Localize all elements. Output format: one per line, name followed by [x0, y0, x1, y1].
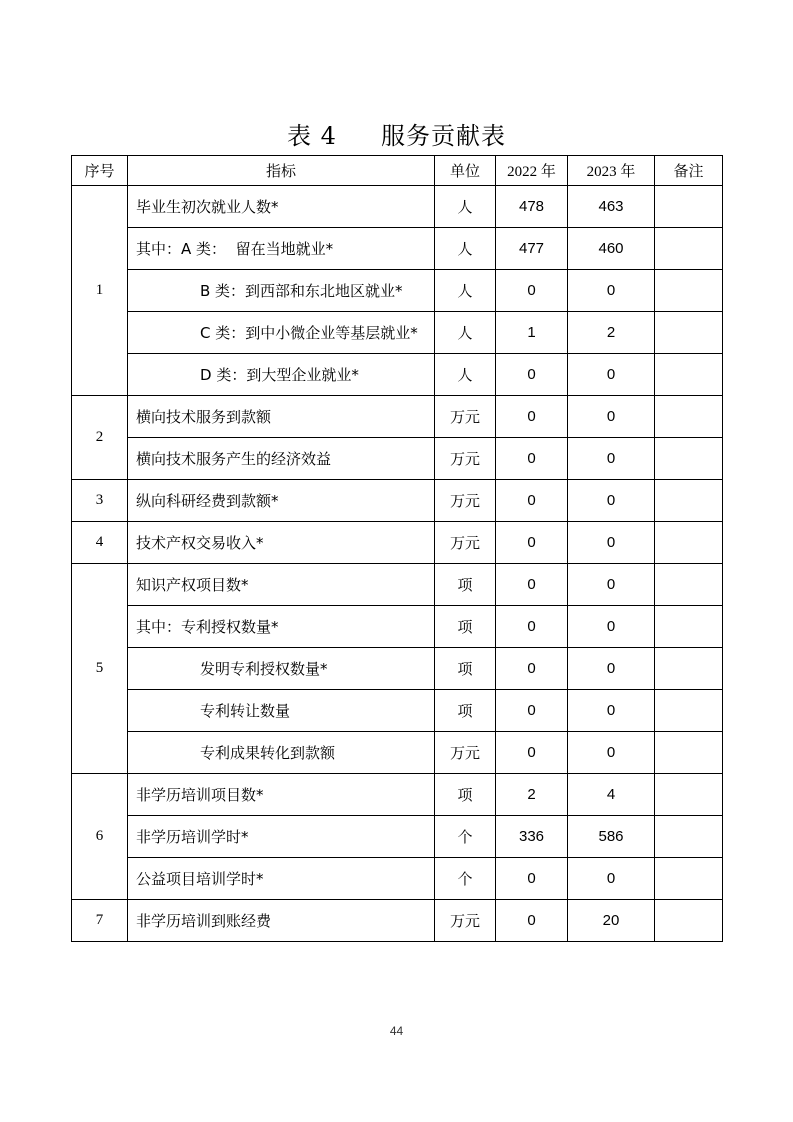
- note-cell: [655, 270, 723, 312]
- table-title-name: 服务贡献表: [380, 122, 506, 150]
- value-2022-cell: 0: [496, 564, 568, 606]
- table-row: [72, 522, 723, 564]
- table-header-row: [72, 156, 723, 186]
- note-cell: [655, 648, 723, 690]
- value-2023-cell: 4: [568, 774, 655, 816]
- value-2023-cell: 0: [568, 606, 655, 648]
- value-2023-cell: 2: [568, 312, 655, 354]
- unit-cell: 万元: [435, 480, 496, 522]
- unit-cell: 个: [435, 816, 496, 858]
- table-row: [72, 816, 723, 858]
- table-row: [72, 648, 723, 690]
- unit-cell: 项: [435, 606, 496, 648]
- indicator-cell: 横向技术服务到款额: [128, 396, 435, 438]
- value-2022-cell: 1: [496, 312, 568, 354]
- note-cell: [655, 354, 723, 396]
- unit-cell: 万元: [435, 900, 496, 942]
- indicator-cell: 横向技术服务产生的经济效益: [128, 438, 435, 480]
- table-row: [72, 228, 723, 270]
- value-2022-cell: 0: [496, 648, 568, 690]
- value-2023-cell: 0: [568, 270, 655, 312]
- header-2023: 2023 年: [568, 156, 655, 186]
- note-cell: [655, 186, 723, 228]
- note-cell: [655, 480, 723, 522]
- value-2022-cell: 477: [496, 228, 568, 270]
- value-2023-cell: 0: [568, 396, 655, 438]
- header-seq: 序号: [72, 156, 128, 186]
- header-unit: 单位: [435, 156, 496, 186]
- seq-cell: 6: [72, 774, 128, 900]
- unit-cell: 人: [435, 354, 496, 396]
- table-row: [72, 606, 723, 648]
- table-title: [0, 116, 793, 151]
- value-2022-cell: 0: [496, 900, 568, 942]
- unit-cell: 万元: [435, 732, 496, 774]
- note-cell: [655, 732, 723, 774]
- indicator-cell: C 类：到中小微企业等基层就业*: [128, 312, 435, 354]
- seq-cell: 5: [72, 564, 128, 774]
- indicator-cell: 技术产权交易收入*: [128, 522, 435, 564]
- value-2023-cell: 586: [568, 816, 655, 858]
- table-row: [72, 774, 723, 816]
- unit-cell: 人: [435, 312, 496, 354]
- indicator-cell: D 类：到大型企业就业*: [128, 354, 435, 396]
- value-2023-cell: 0: [568, 354, 655, 396]
- value-2023-cell: 0: [568, 858, 655, 900]
- indicator-cell: 知识产权项目数*: [128, 564, 435, 606]
- value-2022-cell: 0: [496, 606, 568, 648]
- indicator-cell: 专利转让数量: [128, 690, 435, 732]
- unit-cell: 个: [435, 858, 496, 900]
- value-2022-cell: 0: [496, 354, 568, 396]
- table-row: [72, 690, 723, 732]
- unit-cell: 人: [435, 228, 496, 270]
- value-2022-cell: 0: [496, 732, 568, 774]
- indicator-cell: 发明专利授权数量*: [128, 648, 435, 690]
- value-2022-cell: 0: [496, 858, 568, 900]
- note-cell: [655, 396, 723, 438]
- unit-cell: 人: [435, 186, 496, 228]
- indicator-cell: 非学历培训项目数*: [128, 774, 435, 816]
- table-row: [72, 186, 723, 228]
- indicator-cell: B 类：到西部和东北地区就业*: [128, 270, 435, 312]
- table-row: [72, 564, 723, 606]
- table-title-prefix: 表 4: [287, 122, 337, 150]
- header-note: 备注: [655, 156, 723, 186]
- table-row: [72, 480, 723, 522]
- note-cell: [655, 816, 723, 858]
- indicator-cell: 其中：专利授权数量*: [128, 606, 435, 648]
- unit-cell: 万元: [435, 396, 496, 438]
- value-2022-cell: 478: [496, 186, 568, 228]
- value-2023-cell: 463: [568, 186, 655, 228]
- value-2022-cell: 0: [496, 396, 568, 438]
- indicator-cell: 公益项目培训学时*: [128, 858, 435, 900]
- note-cell: [655, 858, 723, 900]
- unit-cell: 人: [435, 270, 496, 312]
- value-2023-cell: 460: [568, 228, 655, 270]
- header-indicator: 指标: [128, 156, 435, 186]
- indicator-cell: 其中：A 类： 留在当地就业*: [128, 228, 435, 270]
- value-2022-cell: 0: [496, 270, 568, 312]
- unit-cell: 万元: [435, 438, 496, 480]
- unit-cell: 项: [435, 690, 496, 732]
- indicator-cell: 非学历培训学时*: [128, 816, 435, 858]
- note-cell: [655, 522, 723, 564]
- value-2022-cell: 0: [496, 438, 568, 480]
- table-row: [72, 354, 723, 396]
- note-cell: [655, 564, 723, 606]
- value-2023-cell: 0: [568, 480, 655, 522]
- seq-cell: 1: [72, 186, 128, 396]
- page-number: 44: [389, 1024, 404, 1038]
- value-2023-cell: 0: [568, 690, 655, 732]
- unit-cell: 万元: [435, 522, 496, 564]
- value-2022-cell: 0: [496, 480, 568, 522]
- value-2023-cell: 0: [568, 522, 655, 564]
- indicator-cell: 纵向科研经费到款额*: [128, 480, 435, 522]
- header-2022: 2022 年: [496, 156, 568, 186]
- value-2023-cell: 0: [568, 732, 655, 774]
- indicator-cell: 非学历培训到账经费: [128, 900, 435, 942]
- indicator-cell: 专利成果转化到款额: [128, 732, 435, 774]
- value-2023-cell: 0: [568, 438, 655, 480]
- seq-cell: 3: [72, 480, 128, 522]
- value-2022-cell: 336: [496, 816, 568, 858]
- note-cell: [655, 900, 723, 942]
- service-contribution-table: [71, 155, 723, 942]
- indicator-cell: 毕业生初次就业人数*: [128, 186, 435, 228]
- table-row: [72, 312, 723, 354]
- table-row: [72, 396, 723, 438]
- unit-cell: 项: [435, 774, 496, 816]
- value-2023-cell: 20: [568, 900, 655, 942]
- note-cell: [655, 774, 723, 816]
- note-cell: [655, 690, 723, 732]
- note-cell: [655, 606, 723, 648]
- table-row: [72, 732, 723, 774]
- table-row: [72, 270, 723, 312]
- table-row: [72, 858, 723, 900]
- unit-cell: 项: [435, 648, 496, 690]
- seq-cell: 4: [72, 522, 128, 564]
- value-2022-cell: 0: [496, 690, 568, 732]
- note-cell: [655, 438, 723, 480]
- seq-cell: 7: [72, 900, 128, 942]
- value-2022-cell: 2: [496, 774, 568, 816]
- note-cell: [655, 312, 723, 354]
- value-2023-cell: 0: [568, 648, 655, 690]
- note-cell: [655, 228, 723, 270]
- value-2022-cell: 0: [496, 522, 568, 564]
- table-row: [72, 900, 723, 942]
- value-2023-cell: 0: [568, 564, 655, 606]
- unit-cell: 项: [435, 564, 496, 606]
- table-row: [72, 438, 723, 480]
- seq-cell: 2: [72, 396, 128, 480]
